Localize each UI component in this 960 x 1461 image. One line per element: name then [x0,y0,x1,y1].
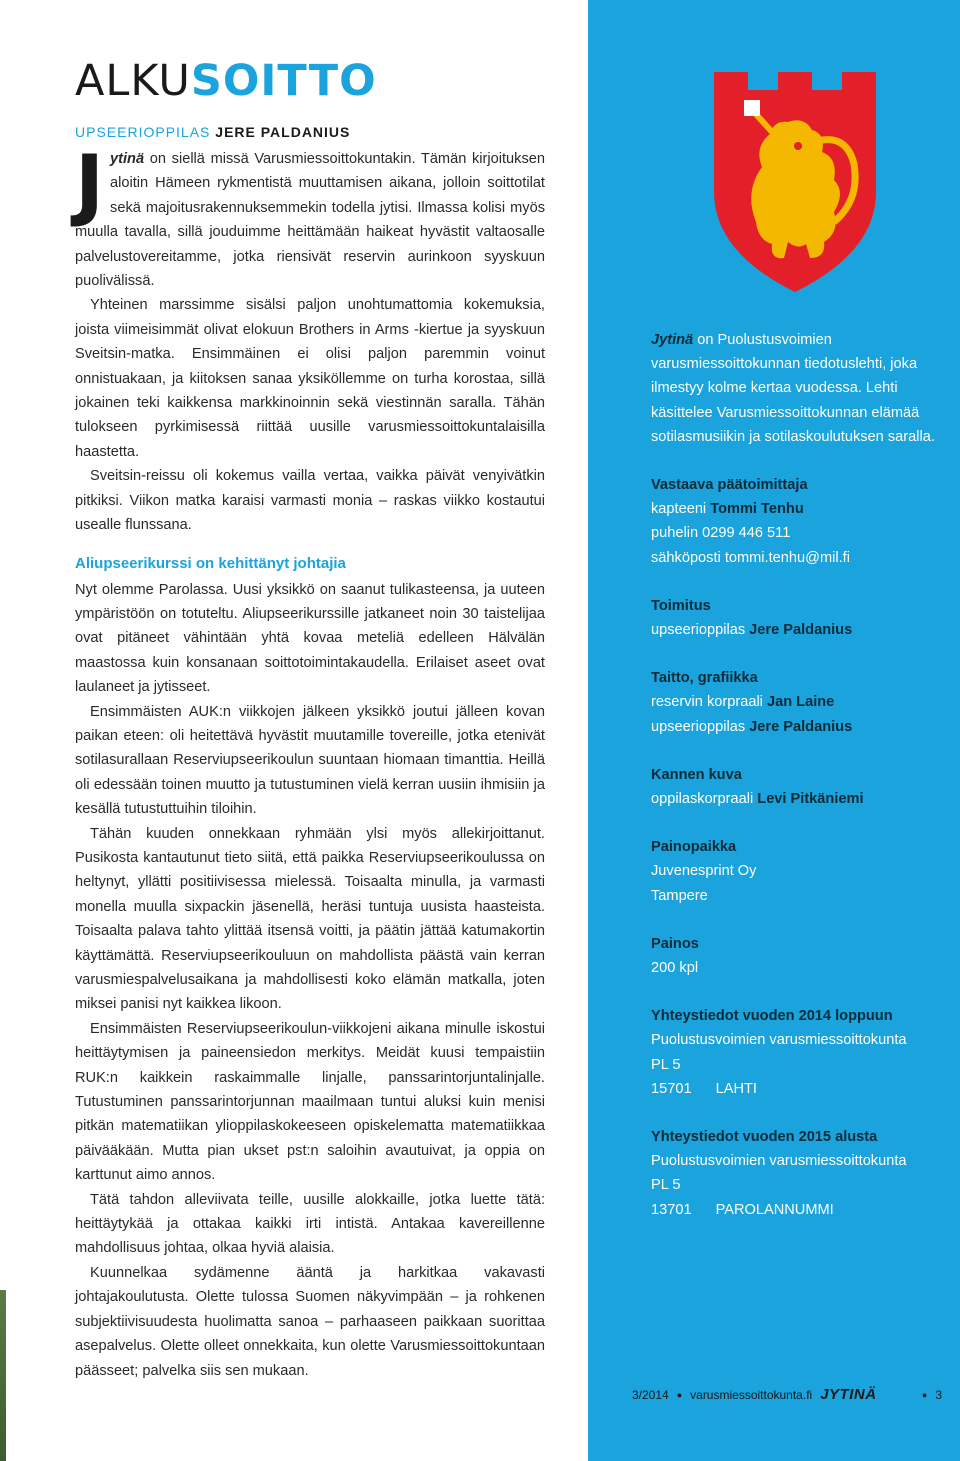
staff-rank: upseerioppilas [651,622,750,639]
contact-2014-address [651,1077,951,1101]
crest-icon [714,72,876,292]
contact-2015-address [651,1198,951,1222]
paragraph-6: Tähän kuuden onnekkaan ryhmään ylsi myös allekirjoittanut. Pusikosta kantautunut tieto siitä, että paikka Reserviupseerikoulussa on heltynyt, yllätti positiivisessa mielessä. Toisaalta minulla, ja varmasti monella muulla sixpackin jäsenellä, heräsi tuntuja uusista haasteista. Toisaalta palava tahto ylittää itsensä voitti, ja päätin jättää katumakortin käyttämättä. Reserviupseerikouluun on mahdollista päästä vain kerran varusmiespalvelusaikana ja mahdollisesti koko elämän matkalla, joten miksei panisi nyt kaikkea likoon. [75,825,545,1013]
paragraph-7: Ensimmäisten Reserviupseerikoulun-viikkojeni aikana minulle iskostui heittäytymisen ja paineensiedon merkitys. Meidät kuusi tempaistiin RUK:n kaikkein raskaimmalle linjalle, panssarintorjuntalinjalle. Tutustuminen panssarintorjunnan maailmaan tuntui aluksi kuin menisi pitkän matematiikan ylioppilaskokeeseen opiskelematta matematiikkaa päivääkään. Mutta pian ukset pst:n saloihin avautuivat, ja oppia on karttunut aimo annos. [75,1020,545,1184]
paragraph-1-text: on siellä missä Varusmiessoittokuntakin. Tämän kirjoituksen aloitin Hämeen rykmentistä muuttamisen aikana, jolloin soittotilat sekä majoitusrakennuksemmekin todella jytisi. Ilmassa kolisi myös muulla tavalla, sillä jouduimme heittämään haikeat hyvästit valtaosalle palvelustovereitamme, jotka riensivät reservin aurinkoon syyskuun puolivälissä. [75,151,545,290]
cover-name: Levi Pitkäniemi [757,791,864,808]
cover-line [651,787,951,811]
paragraph-5: Ensimmäisten AUK:n viikkojen jälkeen yksikkö joutui jälleen kovan paikan eteen: oli heitettävä hyvästit muutamille tovereille, jotka etenivät sotilasurallaan Reserviupseerikoulun suuntaan hiomaan timanttia. Heillä oli edessään toinen muutto ja tutustuminen vielä kerran uusiin ihmisiin ja kesällä tutustuttuihin tiloihin. [75,703,545,818]
staff-name: Jere Paldanius [749,622,853,639]
print-line-2: Tampere [651,887,708,904]
print-heading: Painopaikka [651,839,737,856]
editor-phone: puhelin 0299 446 511 [651,525,791,542]
bullet-icon: ● [921,1389,928,1400]
contact-2015-box: PL 5 [651,1177,681,1194]
cover-rank: oppilaskorpraali [651,791,758,808]
run-heading: Painos [651,935,699,952]
footer-issue: 3/2014 [632,1387,669,1402]
title-part-1: ALKU [75,56,191,106]
paragraph-8: Tätä tahdon alleviivata teille, uusille alokkaille, jotka luette tätä: heittäytykää ja ottakaa kaikki irti intistä. Antakaa kavereillenne mahdollisuus johtaa, olkaa hyviä alaisia. [75,1191,545,1257]
paragraph-3: Sveitsin-reissu oli kokemus vailla vertaa, vaikka päivät venyivätkin pitkiksi. Viikon matka karaisi varmasti monia – raskas viikko kostautui usealle flunssana. [75,468,545,534]
contact-2014-city: LAHTI [715,1080,757,1097]
title-part-2: SOITTO [190,56,377,106]
contact-2015-org: Puolustusvoimien varusmiessoittokunta [651,1153,907,1170]
intro-text: on Puolustusvoimien varusmiessoittokunnan tiedotuslehti, joka ilmestyy kolme kertaa vuodessa. Lehti käsittelee Varusmiessoittokunnan elämää sotilasmusiikin ja sotilaskoulutuksen saralla. [651,332,935,445]
footer-site: varusmiessoittokunta.fi [690,1387,813,1402]
paragraph-1 [75,140,545,293]
contact-2014-block [651,1004,951,1101]
print-block [651,835,951,908]
contact-2014-org: Puolustusvoimien varusmiessoittokunta [651,1032,907,1049]
editor-rank: kapteeni [651,501,711,518]
editor-heading: Vastaava päätoimittaja [651,477,808,494]
contact-2015-zip: 13701 [651,1201,692,1218]
footer-brand-logo: JYTINÄ [820,1386,877,1403]
paragraph-9: Kuunnelkaa sydämenne ääntä ja harkitkaa vakavasti johtajakoulutusta. Olette tulossa Suomen näkyvimpään – ja rohkenen subjektiivisuudesta huolimatta sanoa – parhaaseen paikkaan suorittaa asepalvelus. Olette olleet onnekkaita, kun olette Varusmiessoittokuntaan päässeet; palvelka siis sen mukaan. [75,1264,545,1379]
editor-block [651,473,951,570]
layout-line-1 [651,690,951,714]
layout-heading: Taitto, grafiikka [651,670,758,687]
lead-word: ytinä [110,151,145,167]
article-body [75,140,545,1383]
byline-name: JERE PALDANIUS [215,124,351,140]
staff-block [651,594,951,642]
layout-1-name: Jan Laine [766,694,835,711]
page-edge-photo-strip [0,1290,6,1461]
run-value: 200 kpl [651,960,699,977]
article [75,56,545,1383]
editor-name: Tommi Tenhu [710,501,804,518]
staff-heading: Toimitus [651,597,711,614]
editor-line [651,497,951,521]
staff-line [651,618,951,642]
layout-2-name: Jere Paldanius [749,718,853,735]
run-block [651,932,951,980]
editor-email: sähköposti tommi.tenhu@mil.fi [651,549,850,566]
page-title [75,56,545,106]
page-footer [632,1386,942,1403]
byline [75,125,545,139]
byline-rank: UPSEERIOPPILAS [75,124,211,140]
paragraph-2: Yhteinen marssimme sisälsi paljon unohtumattomia kokemuksia, joista viimeisimmät olivat elokuun Brothers in Arms -kiertue ja syyskuun Sveitsin-matka. Ensimmäinen ei olisi paljon paremmin voinut onnistuakaan, ja kiitoksen sanaa yksiköllemme on turha korostaa, sillä jokainen teki kaikkensa markkinoinnin sekä viestinnän saralla. Tähän tulokseen pyrkimisessä riittää uusille varusmiessoittokuntalaisilla haastetta. [75,297,545,460]
layout-line-2 [651,715,951,739]
masthead-intro [651,328,951,449]
contact-2014-box: PL 5 [651,1056,681,1073]
layout-2-rank: upseerioppilas [651,718,750,735]
contact-2014-zip: 15701 [651,1080,692,1097]
cover-heading: Kannen kuva [651,766,742,783]
contact-2015-city: PAROLANNUMMI [715,1201,834,1218]
drop-cap: J [75,140,105,230]
layout-1-rank: reservin korpraali [651,694,767,711]
masthead [651,328,951,1222]
bullet-icon: ● [676,1389,683,1400]
contact-2015-heading: Yhteystiedot vuoden 2015 alusta [651,1129,878,1146]
intro-lead: Jytinä [651,332,694,348]
contact-2014-heading: Yhteystiedot vuoden 2014 loppuun [651,1008,893,1025]
cover-block [651,763,951,811]
print-line-1: Juvenesprint Oy [651,863,757,880]
layout-block [651,666,951,739]
paragraph-4: Nyt olemme Parolassa. Uusi yksikkö on saanut tulikasteensa, ja uuteen ympäristöön on totuteltu. Aliupseerikurssille jatkaneet noin 30 taistelijaa ovat pitäneet vähintään yhtä kovaa meteliä edelleen Hälvälän maastossa kuin konsanaan soittotoimintakaudella. Erilaiset aseet ovat laulaneet ja jytisseet. [75,581,545,696]
page-number: 3 [935,1387,942,1402]
sidebar-panel [588,0,960,1461]
section-subheading: Aliupseerikurssi on kehittänyt johtajia [75,554,346,572]
contact-2015-block [651,1125,951,1222]
